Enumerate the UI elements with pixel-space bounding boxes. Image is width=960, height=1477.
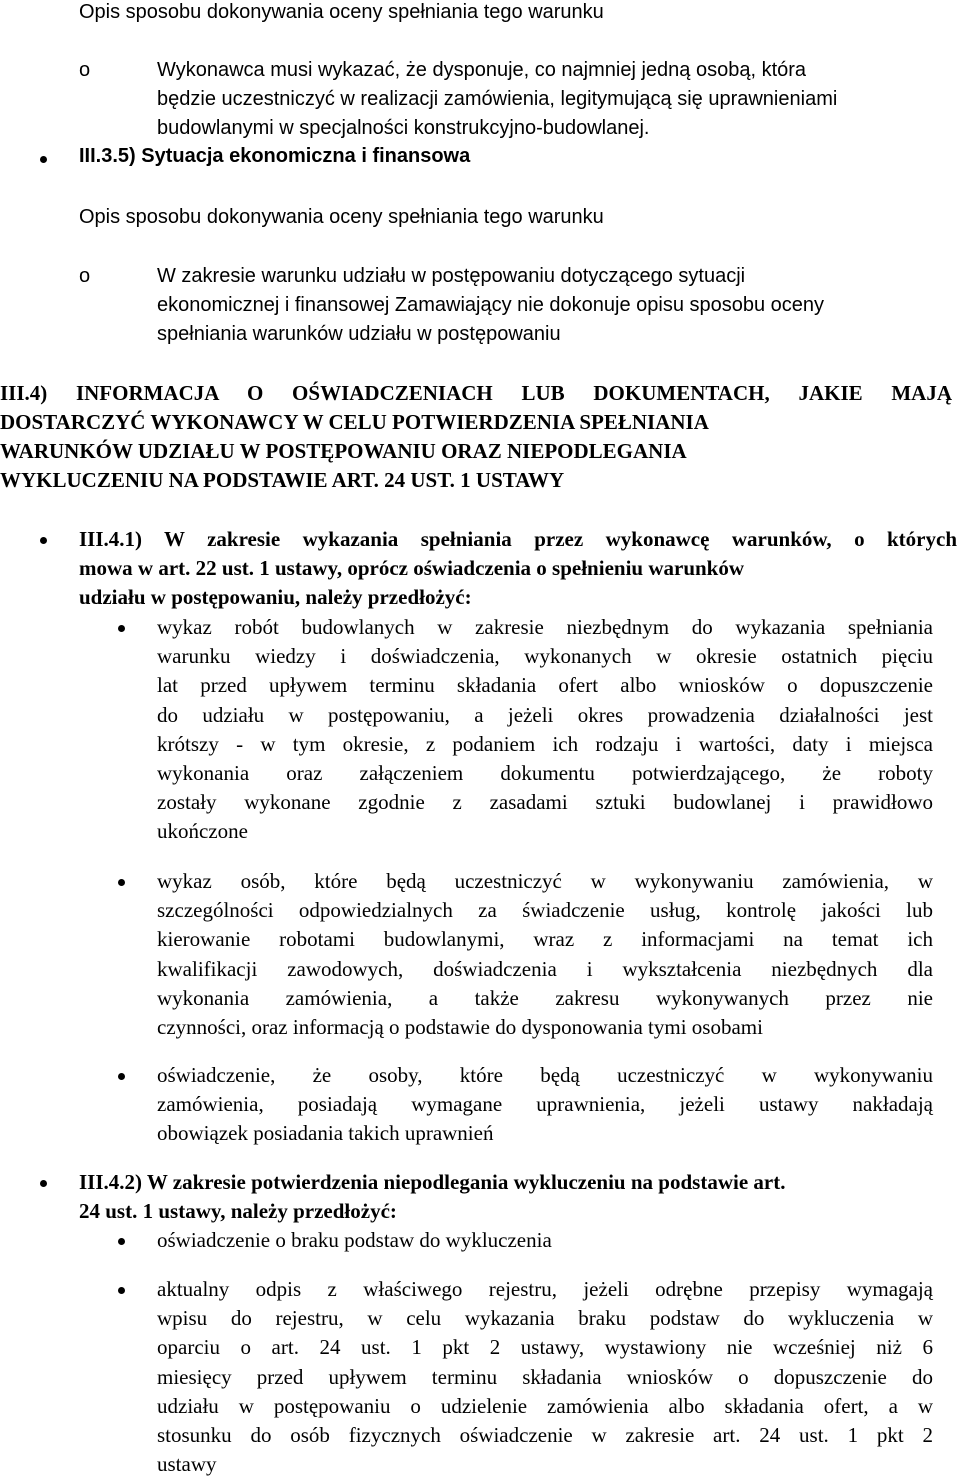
- section-heading: Opis sposobu dokonywania oceny spełniania tego warunku: [79, 206, 604, 228]
- list-item-line: stosunku do osób fizycznych oświadczenie w zakresie art. 24 ust. 1 pkt 2: [157, 1423, 933, 1447]
- bullet-marker: [118, 1073, 125, 1080]
- list-item-line: kierowanie robotami budowlanymi, wraz z informacjami na temat ich: [157, 927, 933, 952]
- bullet-marker: [40, 537, 47, 544]
- subsection-title: mowa w art. 22 ust. 1 ustawy, oprócz oświadczenia o spełnieniu warunków: [79, 556, 745, 580]
- section-title: III.3.5) Sytuacja ekonomiczna i finansowa: [79, 145, 471, 167]
- section-title: WARUNKÓW UDZIAŁU W POSTĘPOWANIU ORAZ NIEPODLEGANIA: [0, 439, 687, 463]
- paragraph-line: budowlanymi w specjalności konstrukcyjno-budowlanej.: [157, 117, 650, 139]
- list-marker-o: o: [79, 59, 91, 81]
- paragraph-line: Wykonawca musi wykazać, że dysponuje, co najmniej jedną osobą, która: [157, 59, 807, 81]
- list-item-line: aktualny odpis z właściwego rejestru, jeżeli odrębne przepisy wymagają: [157, 1277, 933, 1301]
- bullet-marker: [118, 1287, 125, 1294]
- subsection-title: III.4.2) W zakresie potwierdzenia niepodlegania wykluczeniu na podstawie art.: [79, 1170, 786, 1194]
- list-item-line: wykaz osób, które będą uczestniczyć w wykonywaniu zamówienia, w: [157, 869, 933, 893]
- list-item-line: wykaz robót budowlanych w zakresie niezbędnym do wykazania spełniania: [157, 615, 933, 639]
- paragraph-line: będzie uczestniczyć w realizacji zamówienia, legitymującą się uprawnieniami: [157, 88, 838, 110]
- paragraph-line: W zakresie warunku udziału w postępowaniu dotyczącego sytuacji: [157, 265, 746, 287]
- subsection-title: 24 ust. 1 ustawy, należy przedłożyć:: [79, 1199, 397, 1223]
- list-item-line: oświadczenie, że osoby, które będą uczestniczyć w wykonywaniu: [157, 1063, 933, 1087]
- section-heading: Opis sposobu dokonywania oceny spełniania tego warunku: [79, 1, 604, 23]
- list-item-line: ustawy: [157, 1452, 217, 1477]
- list-item-line: warunku wiedzy i doświadczenia, wykonanych w okresie ostatnich pięciu: [157, 644, 933, 669]
- section-title: III.4) INFORMACJA O OŚWIADCZENIACH LUB DOKUMENTACH, JAKIE MAJĄ: [0, 381, 952, 405]
- section-title: WYKLUCZENIU NA PODSTAWIE ART. 24 UST. 1 USTAWY: [0, 468, 565, 492]
- list-item-line: oświadczenie o braku podstaw do wykluczenia: [157, 1228, 552, 1252]
- list-item-line: wykonania zamówienia, a także zakresu wykonywanych przez nie: [157, 985, 933, 1010]
- subsection-title: III.4.1) W zakresie wykazania spełniania przez wykonawcę warunków, o których: [79, 527, 957, 551]
- list-item-line: krótszy - w tym okresie, z podaniem ich rodzaju i wartości, daty i miejsca: [157, 731, 933, 756]
- bullet-marker: [118, 625, 125, 632]
- list-item-line: wykonania oraz załączeniem dokumentu potwierdzającego, że roboty: [157, 761, 933, 785]
- bullet-marker: [40, 1180, 47, 1187]
- list-item-line: miesięcy przed upływem terminu składania wniosków o dopuszczenie do: [157, 1364, 933, 1389]
- paragraph-line: spełniania warunków udziału w postępowaniu: [157, 323, 561, 345]
- list-item-line: do udziału w postępowaniu, a jeżeli okres prowadzenia działalności jest: [157, 702, 933, 727]
- list-item-line: zostały wykonane zgodnie z zasadami sztuki budowlanej i prawidłowo: [157, 790, 933, 815]
- list-item-line: kwalifikacji zawodowych, doświadczenia i wykształcenia niezbędnych dla: [157, 956, 933, 981]
- list-item-line: szczególności odpowiedzialnych za świadczenie usług, kontrolę jakości lub: [157, 898, 933, 923]
- section-title: DOSTARCZYĆ WYKONAWCY W CELU POTWIERDZENIA SPEŁNIANIA: [0, 410, 709, 434]
- subsection-title: udziału w postępowaniu, należy przedłożyć:: [79, 585, 472, 609]
- list-item-line: ukończone: [157, 819, 248, 844]
- paragraph-line: ekonomicznej i finansowej Zamawiający nie dokonuje opisu sposobu oceny: [157, 294, 825, 316]
- list-marker-o: o: [79, 265, 91, 287]
- list-item-line: udziału w postępowaniu o udzielenie zamówienia albo składania ofert, a w: [157, 1393, 933, 1418]
- list-item-line: lat przed upływem terminu składania ofert albo wniosków o dopuszczenie: [157, 673, 933, 698]
- bullet-marker: [118, 879, 125, 886]
- list-item-line: wpisu do rejestru, w celu wykazania braku podstaw do wykluczenia w: [157, 1306, 933, 1331]
- list-item-line: czynności, oraz informacją o podstawie do dysponowania tymi osobami: [157, 1015, 763, 1039]
- bullet-marker: [40, 156, 47, 163]
- list-item-line: oparciu o art. 24 ust. 1 pkt 2 ustawy, wystawiony nie wcześniej niż 6: [157, 1335, 933, 1360]
- list-item-line: obowiązek posiadania takich uprawnień: [157, 1121, 494, 1146]
- bullet-marker: [118, 1238, 125, 1245]
- list-item-line: zamówienia, posiadają wymagane uprawnienia, jeżeli ustawy nakładają: [157, 1092, 933, 1117]
